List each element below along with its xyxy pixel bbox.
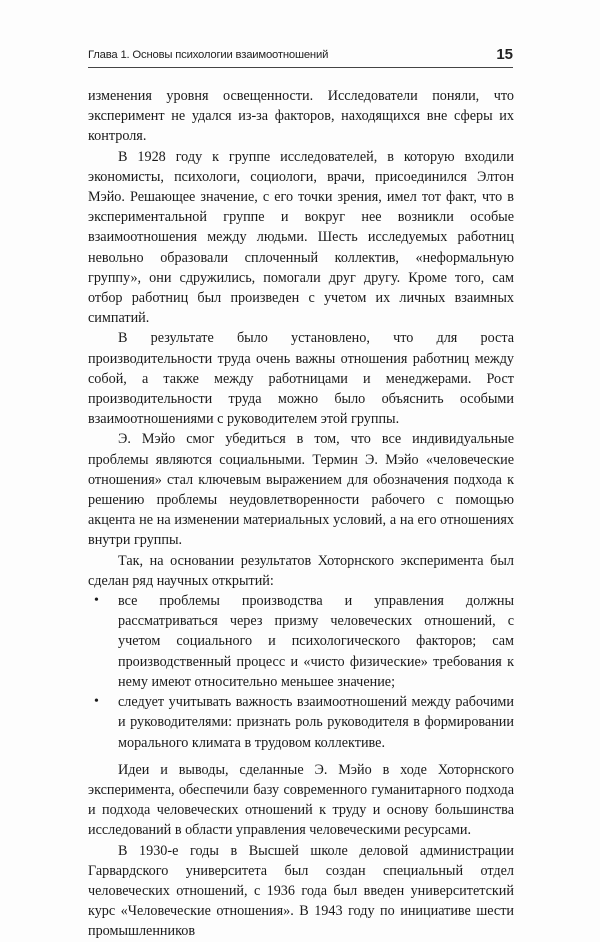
list-item <box>88 692 514 753</box>
bullet-marker: • <box>94 593 99 609</box>
paragraph: Идеи и выводы, сделанные Э. Мэйо в ходе Хоторнского эксперимента, обеспечили базу современного гуманитарного подхода и подхода человеческих отношений к труду и основу большинства исследований в области управления человеческими ресурсами. <box>88 761 514 839</box>
running-header <box>88 46 513 66</box>
paragraph: В 1930-е годы в Высшей школе деловой администрации Гарвардского университета был создан специальный отдел человеческих отношений, с 1936 года был введен университетский курс «Человеческие отношения». В 1943 году по инициативе шести промышленников <box>88 842 514 940</box>
bullet-marker: • <box>94 694 99 710</box>
paragraph-continuation: изменения уровня освещенности. Исследователи поняли, что эксперимент не удался из-за факторов, находящихся вне сферы их контроля. <box>88 88 514 145</box>
body-text <box>88 86 514 942</box>
header-rule <box>88 67 513 68</box>
paragraph: В результате было установлено, что для роста производительности труда очень важны отношения работниц между собой, а также между работницами и менеджерами. Рост производительности труда можно было объяснить особыми взаимоотношениями с руководителем этой группы. <box>88 330 514 428</box>
page-number: 15 <box>496 46 513 63</box>
paragraph: Так, на основании результатов Хоторнского эксперимента был сделан ряд научных открытий: <box>88 552 514 589</box>
chapter-title: Глава 1. Основы психологии взаимоотношений <box>88 49 329 61</box>
paragraph: Э. Мэйо смог убедиться в том, что все индивидуальные проблемы являются социальными. Термин Э. Мэйо «человеческие отношения» стал ключевым выражением для обозначения подхода к решению проблемы неудовлетворенности рабочего с помощью акцента не на изменении материальных условий, а на его отношениях внутри группы. <box>88 431 514 549</box>
list-item-text: все проблемы производства и управления должны рассматриваться через призму человеческих отношений, с учетом социального и психологического факторов; сам производственный процесс и «чисто физические» требования к нему имеют относительно меньшее значение; <box>118 593 514 690</box>
paragraph: В 1928 году к группе исследователей, в которую входили экономисты, психологи, социологи, врачи, присоединился Элтон Мэйо. Решающее значение, с его точки зрения, имел тот факт, что в экспериментальной группе и вокруг нее возникли особые взаимоотношения между людьми. Шесть исследуемых работниц невольно образовали сплоченный коллектив, «неформальную группу», они сдружились, помогали друг другу. Кроме того, сам отбор работниц был произведен с учетом их личных взаимных симпатий. <box>88 148 514 327</box>
list-item-text: следует учитывать важность взаимоотношений между рабочими и руководителями: признать роль руководителя в формировании морального климата в трудовом коллективе. <box>118 694 514 751</box>
list-item <box>88 591 514 692</box>
findings-list <box>88 591 514 753</box>
